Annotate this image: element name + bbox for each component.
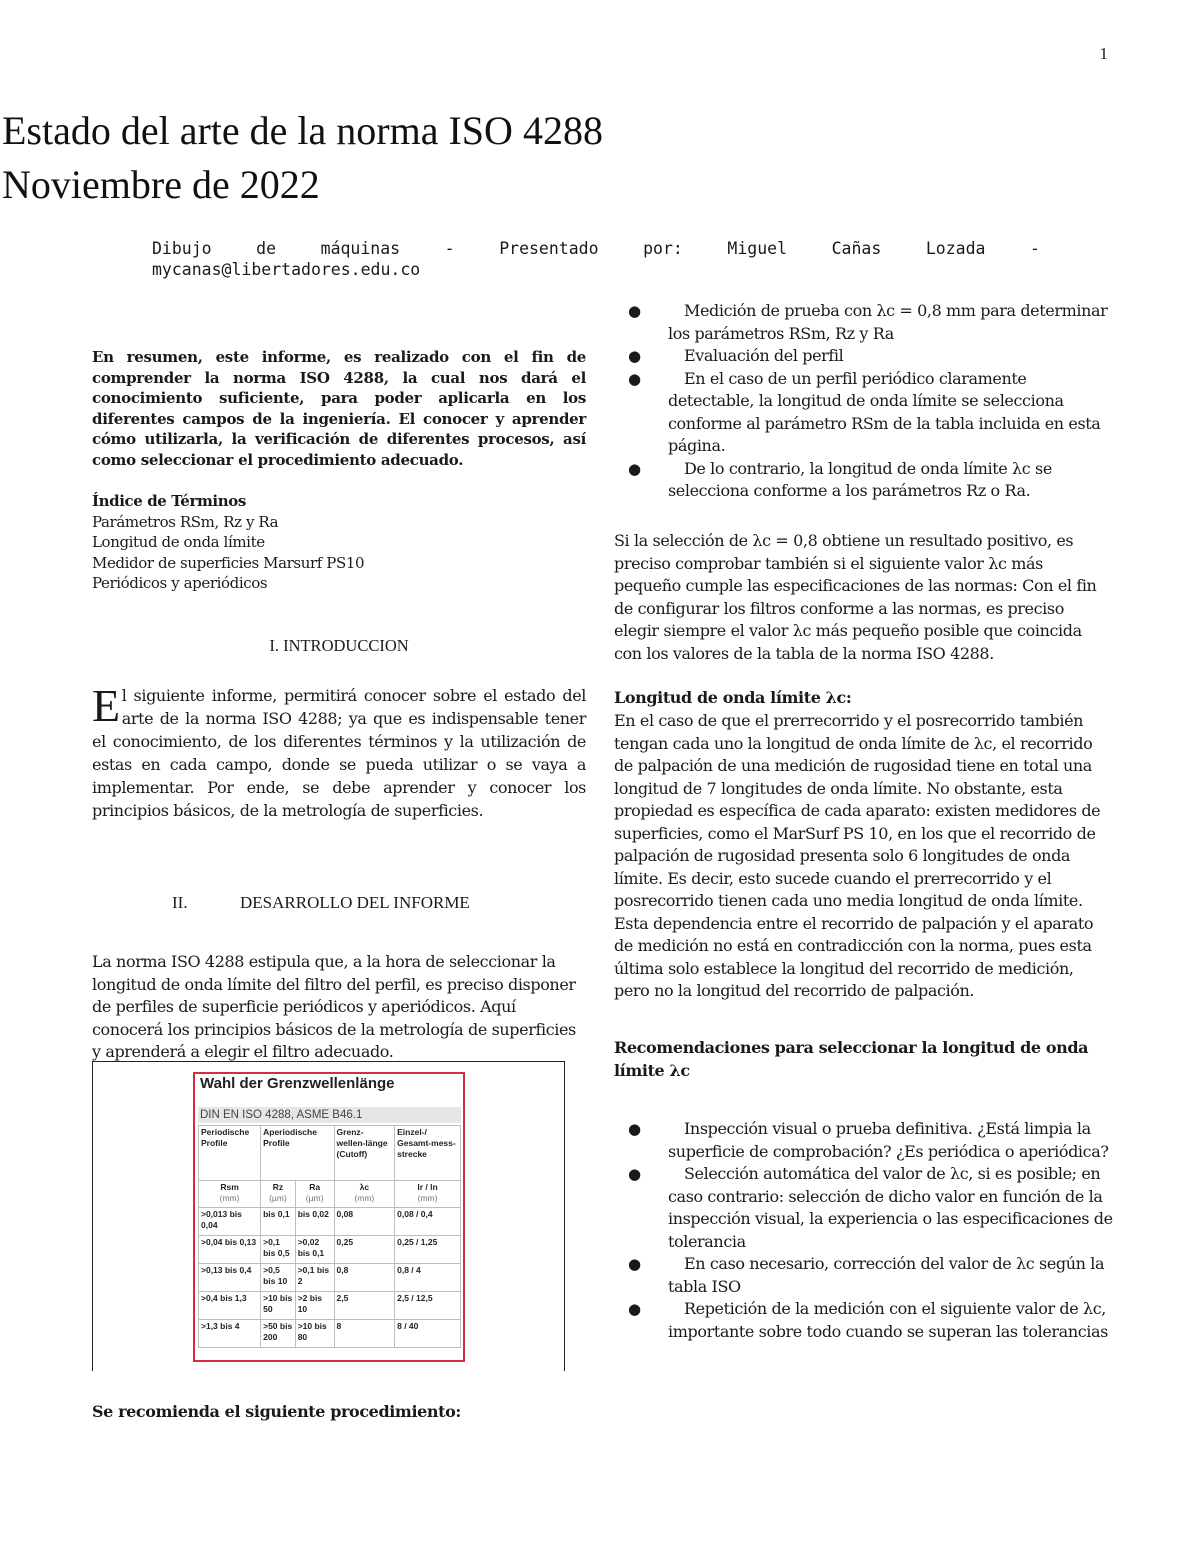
bullet-icon: ● (628, 459, 641, 478)
table-header: Einzel-/ Gesamt-mess-strecke (395, 1126, 461, 1181)
table-header: Aperiodische Profile (261, 1126, 334, 1181)
table-row: >0,013 bis 0,04 bis 0,1 bis 0,02 0,08 0,08 / 0,4 (199, 1208, 461, 1236)
list-item: ● En caso necesario, corrección del valor de λc según la tabla ISO (628, 1254, 1105, 1296)
table-header: Grenz-wellen-länge (Cutoff) (334, 1126, 395, 1181)
list-item: ● De lo contrario, la longitud de onda límite λc se selecciona conforme a los parámetros Rz o Ra. (628, 458, 1052, 500)
authors-line-1: Dibujo de máquinas - Presentado por: Miguel Cañas Lozada - (152, 239, 1040, 258)
bullet-icon: ● (628, 1300, 641, 1318)
author-email: mycanas@libertadores.edu.co (152, 260, 421, 279)
right-paragraph-1: Si la selección de λc = 0,8 obtiene un resultado positivo, es preciso comprobar también si el siguiente valor λc más pequeño cumple las especificaciones de las normas: Con el fin de configurar los filtros conforme a las normas, es preciso elegir siempre el valor λc más pequeño posible que coincida con los valores de la tabla de la norma ISO 4288. (614, 531, 1097, 663)
index-terms (92, 491, 586, 594)
index-term: Longitud de onda límite (92, 533, 265, 551)
table-subheader: Rsm (mm) (199, 1181, 261, 1208)
table-subheader: λc (mm) (334, 1181, 395, 1208)
index-term: Parámetros RSm, Rz y Ra (92, 512, 279, 531)
procedure-list (614, 300, 1114, 503)
index-term: Medidor de superficies Marsurf PS10 (92, 553, 365, 572)
right-paragraph-2: En el caso de que el prerrecorrido y el posrecorrido también tengan cada uno la longitud de onda límite de λc, el recorrido de palpación de una medición de rugosidad tiene en total una longitud de 7 longitudes de onda límite. No obstante, esta propiedad es específica de cada aparato: existen medidores de superficies, como el MarSurf PS 10, en los que el recorrido de palpación de rugosidad presenta solo 6 longitudes de onda límite. Es decir, esto sucede cuando el prerrecorrido y el posrecorrido tienen cada uno media longitud de onda límite. Esta dependencia entre el recorrido de palpación y el aparato de medición no está en contradicción con la norma, pues esta última solo establece la longitud del recorrido de medición, pero no la longitud del recorrido de palpación. (614, 711, 1101, 1000)
list-item: ● Inspección visual o prueba definitiva. ¿Está limpia la superficie de comprobación? ¿Es periódica o aperiódica? (628, 1119, 1109, 1161)
recommendations-list (614, 1118, 1114, 1343)
bullet-icon: ● (628, 369, 641, 388)
bullet-icon: ● (628, 347, 641, 365)
section-title-introduction: I. INTRODUCCION (269, 636, 409, 655)
section-title-development: DESARROLLO DEL INFORME (240, 893, 470, 912)
table-row: >0,13 bis 0,4 >0,5 bis 10 >0,1 bis 2 0,8 0,8 / 4 (199, 1264, 461, 1292)
list-item: ● Repetición de la medición con el siguiente valor de λc, importante sobre todo cuando se superan las tolerancias (628, 1299, 1108, 1341)
recommendations-heading: Recomendaciones para seleccionar la longitud de onda límite λc (614, 1038, 1089, 1080)
document-title (2, 104, 603, 212)
development-paragraph: La norma ISO 4288 estipula que, a la hora de seleccionar la longitud de onda límite del filtro del perfil, es preciso disponer de perfiles de superficie periódicos y aperiódicos. Aquí conocerá los principios básicos de la metrología de superficies y aprenderá a elegir el filtro adecuado. (92, 952, 576, 1061)
cutoff-heading: Longitud de onda límite λc: (614, 688, 852, 707)
title-line-1: Estado del arte de la norma ISO 4288 (2, 108, 603, 153)
section-number: II. (172, 893, 188, 912)
table-row: >0,4 bis 1,3 >10 bis 50 >2 bis 10 2,5 2,5 / 12,5 (199, 1292, 461, 1320)
intro-paragraph (92, 680, 586, 822)
bullet-icon: ● (628, 1120, 641, 1138)
abstract: En resumen, este informe, es realizado con el fin de comprender la norma ISO 4288, la cual nos dará el conocimiento suficiente, para poder aplicarla en los diferentes campos de la ingeniería. El conocer y aprender cómo utilizarla, la verificación de diferentes procesos, así como seleccionar el procedimiento adecuado. (92, 348, 586, 469)
table-row: >0,04 bis 0,13 >0,1 bis 0,5 >0,02 bis 0,1 0,25 0,25 / 1,25 (199, 1236, 461, 1264)
page-number: 1 (1099, 44, 1108, 63)
index-heading: Índice de Términos (92, 492, 246, 510)
intro-text: l siguiente informe, permitirá conocer sobre el estado del arte de la norma ISO 4288; ya que es indispensable tener el conocimiento, de los diferentes términos y la utilización de estas en cada campo, donde se pueda utilizar o se vaya a implementar. Por ende, se debe aprender y conocer los principios básicos, de la metrología de superficies. (92, 686, 586, 820)
drop-cap: E (92, 680, 120, 731)
figure-title: Wahl der Grenzwellenlänge (200, 1075, 395, 1092)
cutoff-table (198, 1125, 461, 1348)
bullet-icon: ● (628, 1255, 641, 1273)
table-subheader: lr / ln (mm) (395, 1181, 461, 1208)
table-subheader: Rz (µm) (261, 1181, 296, 1208)
list-item: ● En el caso de un perfil periódico claramente detectable, la longitud de onda límite se selecciona conforme al parámetro RSm de la tabla incluida en esta página. (628, 368, 1101, 455)
figure-subtitle: DIN EN ISO 4288, ASME B46.1 (198, 1107, 461, 1123)
list-item: ● Medición de prueba con λc = 0,8 mm para determinar los parámetros RSm, Rz y Ra (628, 301, 1108, 343)
procedure-heading: Se recomienda el siguiente procedimiento: (92, 1402, 461, 1421)
table-row: >1,3 bis 4 >50 bis 200 >10 bis 80 8 8 / 40 (199, 1320, 461, 1348)
index-term: Periódicos y aperiódicos (92, 574, 268, 592)
table-subheader: Ra (µm) (295, 1181, 334, 1208)
table-header: Periodische Profile (199, 1126, 261, 1181)
cutoff-table-figure (193, 1072, 465, 1362)
list-item: ● Evaluación del perfil (614, 345, 1114, 368)
bullet-icon: ● (628, 302, 641, 320)
list-item: ● Selección automática del valor de λc, si es posible; en caso contrario: selección de dicho valor en función de la inspección visual, la experiencia o las especificaciones de tolerancia (628, 1164, 1113, 1251)
title-line-2: Noviembre de 2022 (2, 162, 320, 207)
bullet-icon: ● (628, 1165, 641, 1183)
